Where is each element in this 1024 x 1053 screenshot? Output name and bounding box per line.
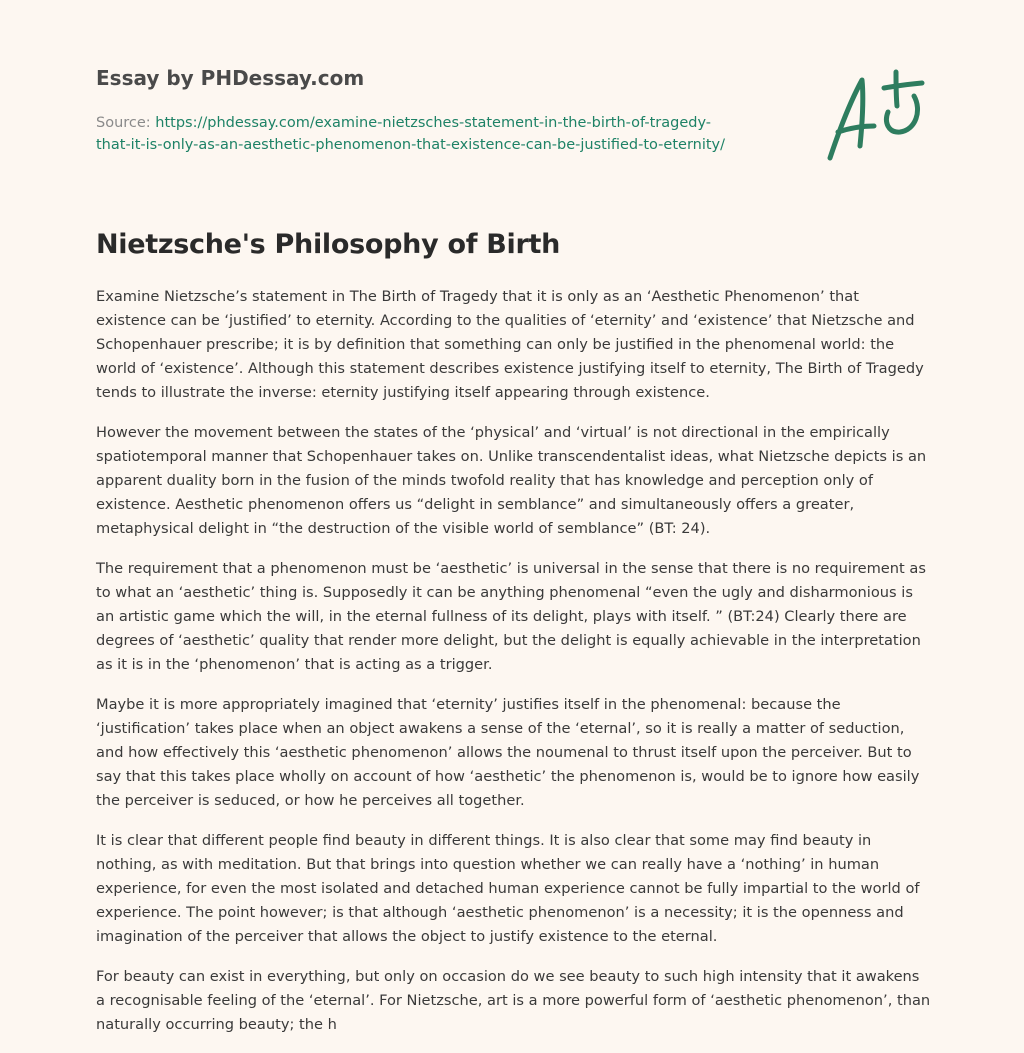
source-link[interactable] xyxy=(96,115,725,153)
paragraph: For beauty can exist in everything, but only on occasion do we see beauty to such high intensity that it awakens a recognisable feeling of the ‘eternal’. For Nietzsche, art is a more powerful form of ‘aesthetic phenomenon’, than naturally occurring beauty; the h xyxy=(96,968,931,1033)
article-title: Nietzsche's Philosophy of Birth xyxy=(96,229,561,260)
page-header xyxy=(96,64,796,156)
site-title: Essay by PHDessay.com xyxy=(96,66,365,90)
article-body xyxy=(96,285,932,1053)
source-line xyxy=(96,112,796,156)
source-url-line-1: https://phdessay.com/examine-nietzsches-statement-in-the-birth-of-tragedy- xyxy=(155,115,712,131)
paragraph: Examine Nietzsche’s statement in The Birth of Tragedy that it is only as an ‘Aesthetic Phenomenon’ that existence can be ‘justified’ to eternity. According to the qualities of ‘eternity’ and ‘existence’ that Nietzsche and Schopenhauer prescribe; it is by definition that something can only be justified in the phenomenal world: the world of ‘existence’. Although this statement describes existence justifying itself to eternity, The Birth of Tragedy tends to illustrate the inverse: eternity justifying itself appearing through existence. xyxy=(96,288,924,401)
a-plus-logo xyxy=(822,66,932,166)
a-plus-logo-icon xyxy=(822,66,932,166)
paragraph: The requirement that a phenomenon must be ‘aesthetic’ is universal in the sense that there is no requirement as to what an ‘aesthetic’ thing is. Supposedly it can be anything phenomenal “even the ugly and disharmonious is an artistic game which the will, in the eternal fullness of its delight, plays with itself. ” (BT:24) Clearly there are degrees of ‘aesthetic’ quality that render more delight, but the delight is equally achievable in the interpretation as it is in the ‘phenomenon’ that is acting as a trigger. xyxy=(96,560,926,673)
source-label: Source: xyxy=(96,115,156,131)
source-url-line-2: that-it-is-only-as-an-aesthetic-phenomenon-that-existence-can-be-justified-to-eternity/ xyxy=(96,137,726,153)
paragraph: It is clear that different people find beauty in different things. It is also clear that some may find beauty in nothing, as with meditation. But that brings into question whether we can really have a ‘nothing’ in human experience, for even the most isolated and detached human experience cannot be fully impartial to the world of experience. The point however; is that although ‘aesthetic phenomenon’ is a necessity; it is the openness and imagination of the perceiver that allows the object to justify existence to the eternal. xyxy=(96,832,920,945)
paragraph: Maybe it is more appropriately imagined that ‘eternity’ justifies itself in the phenomenal: because the ‘justification’ takes place when an object awakens a sense of the ‘eternal’, so it is really a matter of seduction, and how effectively this ‘aesthetic phenomenon’ allows the noumenal to thrust itself upon the perceiver. But to say that this takes place wholly on account of how ‘aesthetic’ the phenomenon is, would be to ignore how easily the perceiver is seduced, or how he perceives all together. xyxy=(96,696,920,809)
paragraph: However the movement between the states of the ‘physical’ and ‘virtual’ is not directional in the empirically spatiotemporal manner that Schopenhauer takes on. Unlike transcendentalist ideas, what Nietzsche depicts is an apparent duality born in the fusion of the minds twofold reality that has knowledge and perception only of existence. Aesthetic phenomenon offers us “delight in semblance” and simultaneously offers a greater, metaphysical delight in “the destruction of the visible world of semblance” (BT: 24). xyxy=(96,424,927,537)
